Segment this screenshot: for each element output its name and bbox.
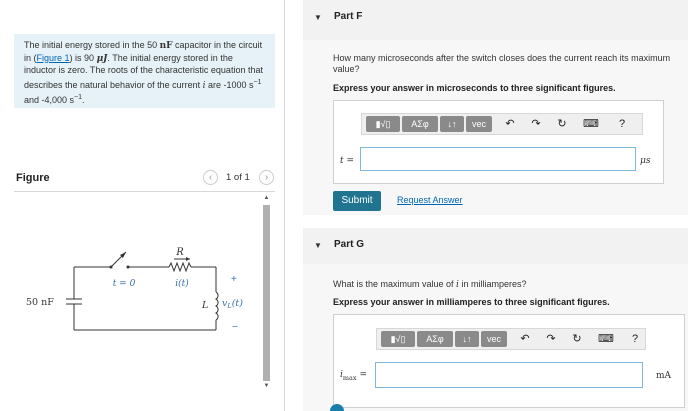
reset-icon[interactable]: ↻ [572,333,582,345]
subscript-superscript-button[interactable]: ↓↑ [455,331,479,347]
exponent: −1 [253,78,262,86]
part-g-answer-input[interactable] [375,362,643,388]
capacitance-label: 50 nF [26,297,54,308]
problem-text: are -1000 s [205,79,254,90]
switch-contact [127,266,130,269]
figure-title: Figure [16,172,50,184]
scroll-up-arrow-icon[interactable]: ▲ [263,195,270,201]
problem-text: . The initial energy stored in the inductor is zero. The roots of the characteristic equation that describes the natural behavior of the current [24,52,263,90]
vector-button[interactable]: vec [481,331,507,347]
undo-icon[interactable]: ↶ [505,118,515,130]
problem-text: capacitor in the circuit in ( [24,40,263,63]
switch-time-label: t = 0 [112,279,136,289]
part-f-title: Part F [334,11,363,22]
circuit-diagram [14,222,259,337]
redo-icon[interactable]: ↷ [531,118,541,130]
scroll-thumb[interactable] [263,205,270,381]
templates-button[interactable]: ▮√▯ [381,331,415,347]
switch-pivot [110,266,113,269]
collapse-triangle-icon[interactable]: ▼ [314,13,322,22]
plus-sign: + [231,274,237,285]
templates-button[interactable]: ▮√▯ [366,116,400,132]
part-g-instruction: Express your answer in milliamperes to three significant figures. [333,297,610,307]
request-answer-link[interactable]: Request Answer [397,195,463,205]
help-icon[interactable]: ? [631,333,639,345]
problem-text: ) is 90 [69,52,97,63]
part-f-variable-label: t = [340,156,355,166]
keyboard-icon[interactable]: ⌨ [598,333,614,345]
part-g-title: Part G [334,239,365,250]
keyboard-icon[interactable]: ⌨ [583,118,599,130]
undo-icon[interactable]: ↶ [520,333,530,345]
current-label: i(t) [175,279,189,289]
resistor-label: R [176,247,184,258]
problem-text: and -4,000 s [24,95,75,105]
problem-text: The initial energy stored in the 50 [24,40,160,50]
part-f-unit: μs [640,156,651,166]
part-g-header[interactable] [303,228,688,264]
part-g-unit: mA [656,371,672,381]
submit-button[interactable]: Submit [333,191,381,211]
resistor [169,263,191,271]
figure-page-indicator: 1 of 1 [226,172,250,183]
part-f-math-toolbar [361,113,643,135]
part-g-math-toolbar [376,328,646,350]
part-f-instruction: Express your answer in microseconds to three significant figures. [333,83,616,93]
previous-figure-button[interactable]: ‹ [203,170,218,185]
figure-link[interactable]: Figure 1 [36,52,70,63]
figure-scrollbar[interactable] [262,195,271,400]
collapse-triangle-icon[interactable]: ▼ [314,241,322,250]
energy-unit: μJ [96,53,108,64]
current-variable: i [202,80,206,91]
problem-text: . [82,95,85,105]
part-f-question: How many microseconds after the switch closes does the current reach its maximum value? [333,53,671,74]
part-f-answer-input[interactable] [360,147,636,171]
subscript-superscript-button[interactable]: ↓↑ [440,116,464,132]
part-g-variable-label: $i_{max}$ = [340,370,368,382]
figure-header [14,170,275,192]
left-pane [0,0,285,411]
hint-icon[interactable] [330,404,344,411]
next-figure-button[interactable]: › [259,170,274,185]
greek-symbols-button[interactable]: ΑΣφ [402,116,438,132]
vector-button[interactable]: vec [466,116,492,132]
greek-symbols-button[interactable]: ΑΣφ [417,331,453,347]
part-g-question: What is the maximum value of i in milliamperes? [333,279,527,290]
capacitance-unit: nF [159,41,173,51]
current-arrowhead [186,257,190,261]
help-icon[interactable]: ? [618,118,626,130]
scroll-down-arrow-icon[interactable]: ▼ [263,383,270,389]
part-f-header[interactable] [303,0,688,40]
minus-sign: − [232,322,238,333]
inductor [216,292,218,320]
redo-icon[interactable]: ↷ [546,333,556,345]
inductor-label: L [202,300,209,311]
inductor-voltage-label: $v_L(t)$ [222,298,243,310]
reset-icon[interactable]: ↻ [557,118,567,130]
exponent: −1 [74,94,83,101]
problem-statement [14,34,275,108]
